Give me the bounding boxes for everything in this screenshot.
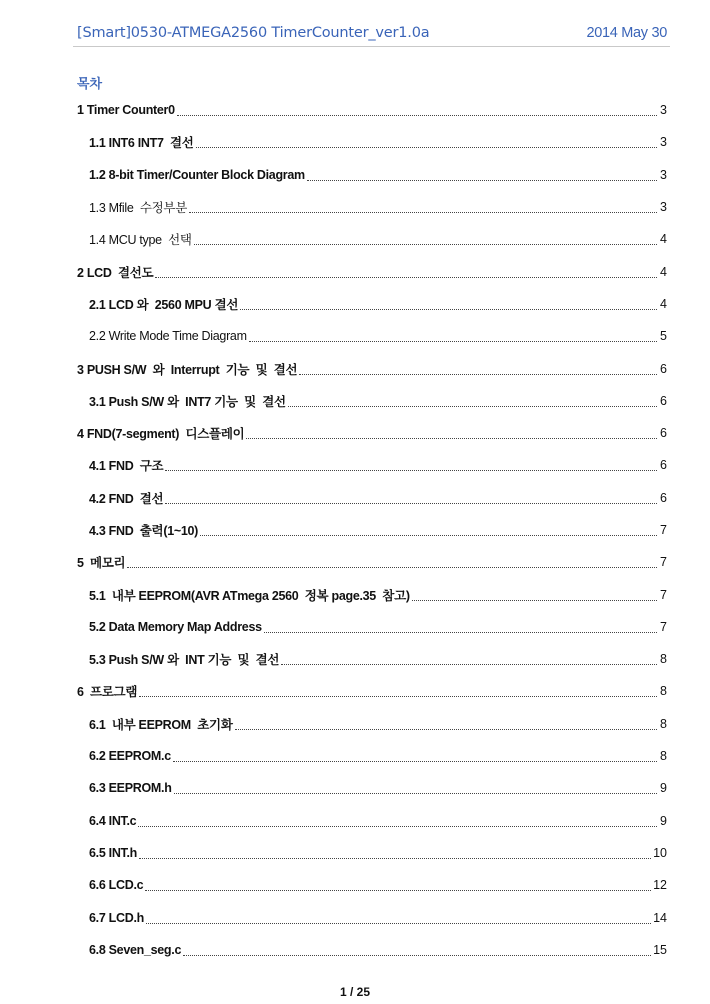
toc-entry[interactable] (77, 837, 667, 869)
toc-entry[interactable] (77, 934, 667, 966)
toc-heading: 목차 (77, 77, 103, 92)
dot-leader (235, 728, 657, 730)
toc-entry[interactable] (77, 191, 667, 223)
toc-entry[interactable] (77, 578, 667, 610)
toc-entry-page: 6 (660, 361, 667, 376)
toc-entry-page: 15 (653, 942, 667, 957)
toc-entry-page: 9 (660, 813, 667, 828)
toc-entry[interactable] (77, 869, 667, 901)
toc-entry[interactable] (77, 611, 667, 643)
dot-leader (174, 792, 657, 794)
toc-entry[interactable] (77, 94, 667, 126)
header-divider (73, 46, 670, 47)
dot-leader (288, 405, 657, 407)
dot-leader (146, 922, 651, 924)
toc-entry-page: 12 (653, 878, 667, 893)
toc-entry-title: 6.3 EEPROM.h (89, 781, 172, 796)
toc-entry-page: 8 (660, 684, 667, 699)
toc-entry-page: 7 (660, 523, 667, 537)
dot-leader (189, 211, 657, 213)
dot-leader (183, 954, 651, 956)
toc-entry-page: 7 (660, 587, 667, 602)
toc-entry-title: 6.4 INT.c (89, 813, 137, 828)
toc-entry-title: 1.2 8-bit Timer/Counter Block Diagram (89, 167, 305, 182)
dot-leader (139, 857, 651, 859)
document-title: [Smart]0530-ATMEGA2560 TimerCounter_ver1.0a (77, 25, 430, 41)
toc-entry-title: 6.8 Seven_seg.c (89, 942, 182, 957)
toc-entry-page: 8 (660, 652, 667, 667)
toc-entry[interactable] (77, 352, 667, 384)
dot-leader (200, 534, 657, 536)
toc-entry[interactable] (77, 708, 667, 740)
toc-entry[interactable] (77, 449, 667, 481)
toc-entry[interactable] (77, 546, 667, 578)
table-of-contents (77, 94, 667, 966)
dot-leader (139, 695, 657, 697)
toc-entry-title: 6.7 LCD.h (89, 910, 144, 925)
toc-entry[interactable] (77, 159, 667, 191)
toc-entry-title: 5 메모리 (77, 556, 126, 571)
dot-leader (307, 179, 657, 181)
toc-entry[interactable] (77, 482, 667, 514)
dot-leader (127, 566, 657, 568)
toc-entry-title: 1 Timer Counter0 (77, 103, 175, 118)
toc-entry[interactable] (77, 320, 667, 352)
toc-entry-page: 6 (660, 426, 667, 441)
dot-leader (155, 276, 657, 278)
toc-entry-page: 8 (660, 716, 667, 731)
dot-leader (145, 889, 651, 891)
toc-entry[interactable] (77, 417, 667, 449)
dot-leader (194, 243, 657, 245)
toc-entry-title: 1.3 Mfile 수정부분 (89, 201, 187, 216)
dot-leader (165, 469, 657, 471)
document-date: 2014 May 30 (586, 25, 667, 41)
toc-entry-page: 3 (660, 200, 667, 215)
toc-entry[interactable] (77, 805, 667, 837)
toc-entry-title: 1.1 INT6 INT7 결선 (89, 136, 194, 151)
toc-entry-page: 6 (660, 393, 667, 408)
toc-entry-page: 8 (660, 749, 667, 764)
toc-entry-title: 3 PUSH S/W 와 Interrupt 기능 및 결선 (77, 362, 298, 377)
toc-entry[interactable] (77, 385, 667, 417)
dot-leader (281, 663, 657, 665)
toc-entry-title: 1.4 MCU type 선택 (89, 233, 192, 248)
dot-leader (249, 340, 657, 342)
dot-leader (196, 146, 658, 148)
toc-entry[interactable] (77, 740, 667, 772)
toc-entry[interactable] (77, 288, 667, 320)
dot-leader (165, 502, 657, 504)
dot-leader (240, 308, 657, 310)
toc-entry-title: 2 LCD 결선도 (77, 265, 154, 280)
page-indicator: 1 / 25 (339, 985, 371, 999)
dot-leader (412, 599, 657, 601)
toc-entry[interactable] (77, 126, 667, 158)
toc-entry-page: 7 (660, 619, 667, 634)
toc-entry-title: 6.2 EEPROM.c (89, 749, 171, 764)
dot-leader (264, 631, 657, 633)
toc-entry-title: 6 프로그램 (77, 685, 138, 700)
toc-entry[interactable] (77, 675, 667, 707)
toc-entry[interactable] (77, 255, 667, 287)
toc-entry-page: 5 (660, 329, 667, 344)
dot-leader (246, 437, 657, 439)
toc-entry-title: 6.5 INT.h (89, 845, 138, 860)
dot-leader (173, 760, 657, 762)
toc-entry-page: 4 (660, 264, 667, 279)
toc-entry-page: 6 (660, 458, 667, 473)
toc-entry-title: 4.2 FND 결선 (89, 491, 164, 506)
toc-entry-title: 4.3 FND 출력(1~10) (89, 524, 199, 538)
toc-entry-title: 5.1 내부 EEPROM(AVR ATmega 2560 정복 page.35 참고) (89, 588, 410, 603)
toc-entry-page: 10 (653, 845, 667, 860)
toc-entry-page: 4 (660, 296, 667, 311)
toc-entry-title: 5.2 Data Memory Map Address (89, 619, 262, 634)
toc-entry-title: 4.1 FND 구조 (89, 459, 164, 474)
toc-entry-page: 14 (653, 910, 667, 925)
toc-entry-title: 4 FND(7-segment) 디스플레이 (77, 427, 245, 442)
toc-entry[interactable] (77, 223, 667, 255)
toc-entry-title: 5.3 Push S/W 와 INT 기능 및 결선 (89, 653, 280, 668)
toc-entry-title: 2.1 LCD 와 2560 MPU 결선 (89, 297, 239, 312)
toc-entry-page: 4 (660, 232, 667, 247)
dot-leader (177, 114, 657, 116)
toc-entry-title: 6.1 내부 EEPROM 초기화 (89, 717, 233, 732)
toc-entry-page: 3 (660, 103, 667, 118)
toc-entry[interactable] (77, 514, 667, 546)
toc-entry-page: 3 (660, 135, 667, 150)
toc-entry-title: 3.1 Push S/W 와 INT7 기능 및 결선 (89, 394, 286, 409)
toc-entry[interactable] (77, 901, 667, 933)
toc-entry[interactable] (77, 772, 667, 804)
toc-entry-title: 6.6 LCD.c (89, 878, 144, 893)
toc-entry[interactable] (77, 643, 667, 675)
toc-entry-page: 7 (660, 555, 667, 570)
toc-entry-title: 2.2 Write Mode Time Diagram (89, 329, 247, 344)
dot-leader (138, 825, 657, 827)
toc-entry-page: 9 (660, 781, 667, 796)
dot-leader (299, 373, 657, 375)
toc-entry-page: 6 (660, 490, 667, 505)
toc-entry-page: 3 (660, 167, 667, 182)
